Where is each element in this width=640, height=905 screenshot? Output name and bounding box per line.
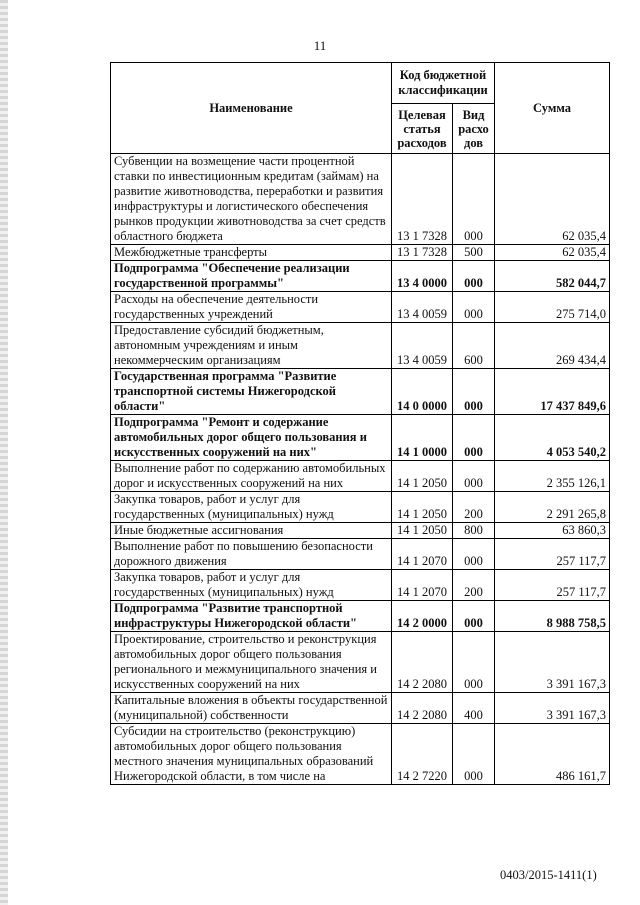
row-sum: 62 035,4 (495, 154, 610, 245)
row-name: Закупка товаров, работ и услуг для государственных (муниципальных) нужд (111, 492, 392, 523)
row-name: Предоставление субсидий бюджетным, автономным учреждениям и иным некоммерческим организациям (111, 323, 392, 369)
row-expense-type: 000 (453, 261, 495, 292)
table-row (111, 570, 610, 601)
table-row (111, 323, 610, 369)
row-target-article: 13 4 0059 (392, 292, 453, 323)
row-target-article: 13 1 7328 (392, 154, 453, 245)
row-sum: 8 988 758,5 (495, 601, 610, 632)
row-expense-type: 400 (453, 693, 495, 724)
row-target-article: 14 2 7220 (392, 724, 453, 785)
row-target-article: 13 4 0059 (392, 323, 453, 369)
row-name: Подпрограмма "Ремонт и содержание автомобильных дорог общего пользования и искусственных сооружений на них" (111, 415, 392, 461)
row-name: Подпрограмма "Обеспечение реализации государственной программы" (111, 261, 392, 292)
row-name: Межбюджетные трансферты (111, 245, 392, 261)
row-sum: 257 117,7 (495, 539, 610, 570)
row-expense-type: 500 (453, 245, 495, 261)
row-sum: 582 044,7 (495, 261, 610, 292)
budget-table (110, 62, 610, 785)
row-target-article: 13 4 0000 (392, 261, 453, 292)
table-row (111, 292, 610, 323)
scan-edge (0, 0, 8, 905)
row-target-article: 14 2 2080 (392, 693, 453, 724)
row-name: Подпрограмма "Развитие транспортной инфраструктуры Нижегородской области" (111, 601, 392, 632)
row-sum: 63 860,3 (495, 523, 610, 539)
row-expense-type: 000 (453, 154, 495, 245)
row-target-article: 14 2 2080 (392, 632, 453, 693)
row-name: Субвенции на возмещение части процентной ставки по инвестиционным кредитам (займам) на развитие животноводства, переработки и развития инфраструктуры и логистического обеспечения рынков продукции животноводства за счет средств областного бюджета (111, 154, 392, 245)
row-sum: 269 434,4 (495, 323, 610, 369)
row-sum: 2 291 265,8 (495, 492, 610, 523)
row-sum: 4 053 540,2 (495, 415, 610, 461)
header-sum: Сумма (495, 63, 610, 154)
row-name: Иные бюджетные ассигнования (111, 523, 392, 539)
row-sum: 62 035,4 (495, 245, 610, 261)
row-expense-type: 000 (453, 369, 495, 415)
row-expense-type: 000 (453, 461, 495, 492)
row-name: Выполнение работ по повышению безопасности дорожного движения (111, 539, 392, 570)
row-name: Субсидии на строительство (реконструкцию) автомобильных дорог общего пользования местного значения муниципальных образований Нижегородской области, в том числе на (111, 724, 392, 785)
table-row (111, 724, 610, 785)
row-expense-type: 200 (453, 492, 495, 523)
header-target-article: Целевая статья расходов (392, 104, 453, 154)
row-target-article: 14 1 0000 (392, 415, 453, 461)
row-target-article: 14 0 0000 (392, 369, 453, 415)
row-name: Расходы на обеспечение деятельности государственных учреждений (111, 292, 392, 323)
row-target-article: 13 1 7328 (392, 245, 453, 261)
row-expense-type: 000 (453, 539, 495, 570)
header-name: Наименование (111, 63, 392, 154)
table-row (111, 415, 610, 461)
row-expense-type: 800 (453, 523, 495, 539)
row-name: Капитальные вложения в объекты государственной (муниципальной) собственности (111, 693, 392, 724)
row-expense-type: 000 (453, 415, 495, 461)
row-expense-type: 200 (453, 570, 495, 601)
row-expense-type: 000 (453, 601, 495, 632)
table-row (111, 523, 610, 539)
document-code: 0403/2015-1411(1) (500, 868, 597, 882)
row-target-article: 14 1 2070 (392, 570, 453, 601)
row-sum: 3 391 167,3 (495, 632, 610, 693)
row-sum: 257 117,7 (495, 570, 610, 601)
row-sum: 486 161,7 (495, 724, 610, 785)
row-target-article: 14 1 2050 (392, 492, 453, 523)
table-row (111, 632, 610, 693)
row-sum: 275 714,0 (495, 292, 610, 323)
row-sum: 3 391 167,3 (495, 693, 610, 724)
page-number: 11 (313, 38, 327, 53)
table-row (111, 261, 610, 292)
table-row (111, 369, 610, 415)
table-row (111, 693, 610, 724)
row-name: Государственная программа "Развитие транспортной системы Нижегородской области" (111, 369, 392, 415)
table-row (111, 154, 610, 245)
table-body (111, 154, 610, 785)
row-sum: 2 355 126,1 (495, 461, 610, 492)
row-name: Выполнение работ по содержанию автомобильных дорог и искусственных сооружений на них (111, 461, 392, 492)
row-expense-type: 600 (453, 323, 495, 369)
row-target-article: 14 1 2050 (392, 461, 453, 492)
row-name: Закупка товаров, работ и услуг для государственных (муниципальных) нужд (111, 570, 392, 601)
table-row (111, 539, 610, 570)
row-expense-type: 000 (453, 632, 495, 693)
row-expense-type: 000 (453, 292, 495, 323)
header-code-group: Код бюджетной классификации (392, 63, 495, 104)
row-target-article: 14 2 0000 (392, 601, 453, 632)
row-name: Проектирование, строительство и реконструкция автомобильных дорог общего пользования регионального и межмуниципального значения и искусственных сооружений на них (111, 632, 392, 693)
table-row (111, 492, 610, 523)
row-target-article: 14 1 2070 (392, 539, 453, 570)
header-expense-type: Вид расхо дов (453, 104, 495, 154)
table-row (111, 461, 610, 492)
table-row (111, 245, 610, 261)
row-target-article: 14 1 2050 (392, 523, 453, 539)
row-sum: 17 437 849,6 (495, 369, 610, 415)
row-expense-type: 000 (453, 724, 495, 785)
table-row (111, 601, 610, 632)
